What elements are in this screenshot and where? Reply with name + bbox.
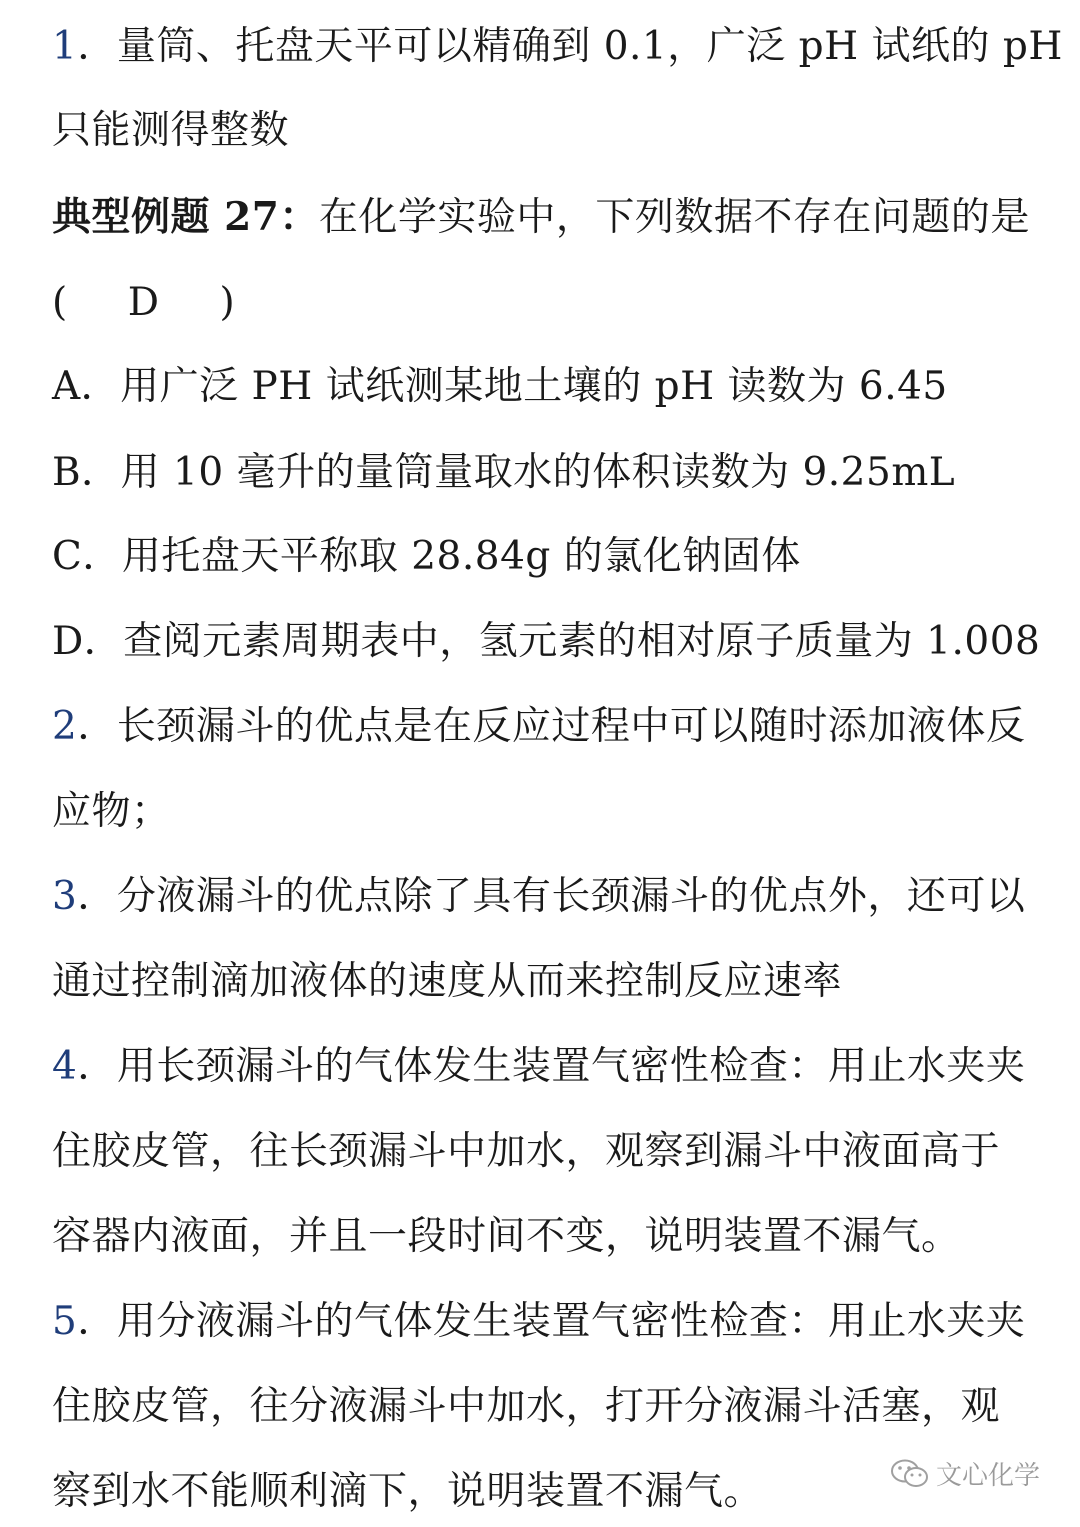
item-text: ．用分液漏斗的气体发生装置气密性检查：用止水夹夹 — [77, 1299, 1026, 1344]
item-3-line-1 — [52, 872, 1025, 922]
example-question: 在化学实验中，下列数据不存在问题的是 — [318, 195, 1030, 240]
item-4-line-3: 容器内液面，并且一段时间不变，说明装置不漏气。 — [52, 1214, 961, 1259]
item-5-line-2: 住胶皮管，往分液漏斗中加水，打开分液漏斗活塞，观 — [52, 1384, 1001, 1429]
option-c: C．用托盘天平称取 28.84g 的氯化钠固体 — [52, 534, 801, 579]
watermark — [890, 1455, 1040, 1492]
wechat-icon — [890, 1458, 930, 1490]
item-2-line-2: 应物； — [52, 789, 171, 834]
answer-paren-close: ) — [219, 280, 236, 325]
item-text: ．量筒、托盘天平可以精确到 0.1，广泛 pH 试纸的 pH — [77, 24, 1063, 69]
watermark-text: 文心化学 — [935, 1461, 1040, 1491]
item-number: 4 — [52, 1044, 78, 1089]
item-3-line-2: 通过控制滴加液体的速度从而来控制反应速率 — [52, 959, 843, 1004]
item-number: 2 — [52, 704, 78, 749]
item-text: ．长颈漏斗的优点是在反应过程中可以随时添加液体反 — [77, 704, 1026, 749]
answer-paren-open: ( — [52, 280, 68, 325]
example-question-line — [52, 192, 1030, 243]
item-text: ．分液漏斗的优点除了具有长颈漏斗的优点外，还可以 — [77, 874, 1026, 919]
example-answer-line — [52, 278, 235, 328]
item-1-line-1 — [52, 22, 1063, 72]
option-d: D．查阅元素周期表中，氢元素的相对原子质量为 1.008 — [52, 619, 1041, 664]
item-number: 5 — [52, 1299, 78, 1344]
option-a: A．用广泛 PH 试纸测某地土壤的 pH 读数为 6.45 — [52, 364, 948, 409]
item-text: ．用长颈漏斗的气体发生装置气密性检查：用止水夹夹 — [77, 1044, 1026, 1089]
item-number: 1 — [52, 24, 78, 69]
example-label: 典型例题 27： — [52, 194, 319, 240]
item-4-line-1 — [52, 1042, 1025, 1092]
answer-letter: D — [127, 280, 160, 325]
item-number: 3 — [52, 874, 78, 919]
item-5-line-1 — [52, 1297, 1025, 1347]
item-1-line-2: 只能测得整数 — [52, 108, 290, 153]
item-5-line-3: 察到水不能顺利滴下，说明装置不漏气。 — [52, 1469, 764, 1514]
item-2-line-1 — [52, 702, 1025, 752]
item-4-line-2: 住胶皮管，往长颈漏斗中加水，观察到漏斗中液面高于 — [52, 1129, 1001, 1174]
option-b: B．用 10 毫升的量筒量取水的体积读数为 9.25mL — [52, 450, 956, 495]
